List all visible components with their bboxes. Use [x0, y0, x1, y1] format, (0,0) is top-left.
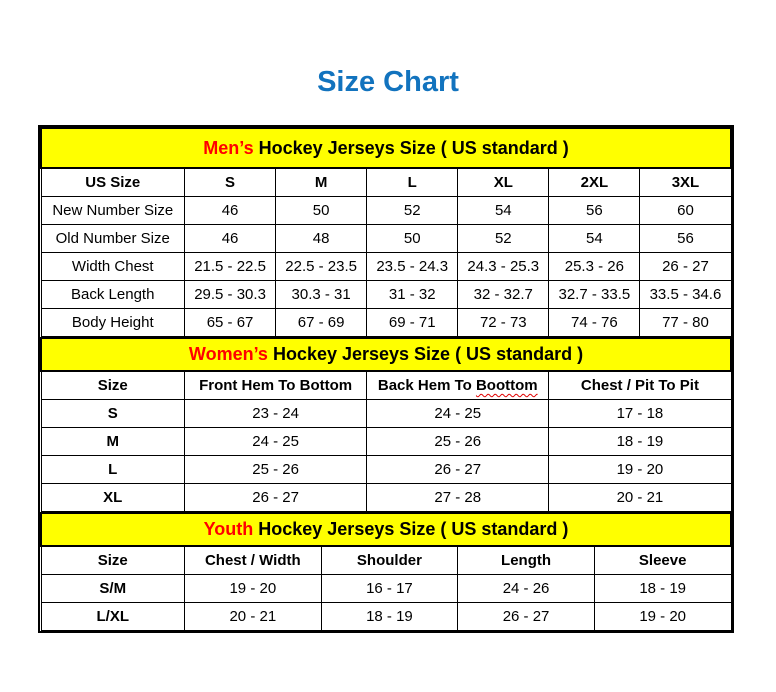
banner-text: Hockey Jerseys Size ( US standard ) — [267, 344, 584, 364]
column-header — [367, 371, 549, 400]
table-cell: 56 — [549, 197, 640, 225]
column-header: L — [367, 168, 458, 197]
table-cell: 65 - 67 — [185, 309, 276, 337]
row-label: New Number Size — [41, 197, 185, 225]
table-cell: 46 — [185, 225, 276, 253]
column-header: Chest / Width — [185, 546, 322, 575]
row-label: S — [41, 400, 185, 428]
table-row — [41, 400, 731, 428]
column-header: S — [185, 168, 276, 197]
table-cell: 24.3 - 25.3 — [458, 253, 549, 281]
table-cell: 50 — [367, 225, 458, 253]
table-cell: 50 — [276, 197, 367, 225]
column-header: 3XL — [640, 168, 731, 197]
size-chart-tables — [38, 125, 734, 633]
table-cell: 67 - 69 — [276, 309, 367, 337]
table-cell: 30.3 - 31 — [276, 281, 367, 309]
table-cell: 25 - 26 — [367, 428, 549, 456]
youth-size-table — [40, 512, 732, 631]
column-header: Shoulder — [321, 546, 458, 575]
mens-size-table — [40, 127, 732, 337]
table-cell: 20 - 21 — [549, 484, 731, 512]
table-row — [41, 428, 731, 456]
banner-text: Hockey Jerseys Size ( US standard ) — [253, 519, 569, 539]
row-label: Body Height — [41, 309, 185, 337]
banner-row — [41, 128, 731, 168]
column-header: Front Hem To Bottom — [185, 371, 367, 400]
table-cell: 25.3 - 26 — [549, 253, 640, 281]
table-cell: 18 - 19 — [321, 603, 458, 631]
table-cell: 23.5 - 24.3 — [367, 253, 458, 281]
table-cell: 26 - 27 — [367, 456, 549, 484]
table-cell: 69 - 71 — [367, 309, 458, 337]
table-cell: 72 - 73 — [458, 309, 549, 337]
youth-table — [40, 512, 732, 631]
womens-table — [40, 337, 732, 512]
column-header-row — [41, 371, 731, 400]
row-label: M — [41, 428, 185, 456]
column-header-text: Back Hem To — [377, 377, 476, 394]
row-label: Back Length — [41, 281, 185, 309]
banner-highlight: Men’s — [203, 137, 254, 158]
table-row — [41, 575, 731, 603]
column-header: Length — [458, 546, 595, 575]
table-cell: 24 - 25 — [367, 400, 549, 428]
table-cell: 26 - 27 — [640, 253, 731, 281]
table-cell: 19 - 20 — [549, 456, 731, 484]
banner-row — [41, 338, 731, 371]
column-header: Sleeve — [594, 546, 731, 575]
column-header: M — [276, 168, 367, 197]
table-cell: 18 - 19 — [549, 428, 731, 456]
table-cell: 26 - 27 — [185, 484, 367, 512]
table-cell: 56 — [640, 225, 731, 253]
banner-row — [41, 513, 731, 546]
womens-size-table — [40, 337, 732, 512]
row-label: L/XL — [41, 603, 185, 631]
table-cell: 27 - 28 — [367, 484, 549, 512]
table-cell: 52 — [367, 197, 458, 225]
row-label: L — [41, 456, 185, 484]
row-label: S/M — [41, 575, 185, 603]
table-row — [41, 603, 731, 631]
column-header-row — [41, 168, 731, 197]
table-cell: 74 - 76 — [549, 309, 640, 337]
column-header: Size — [41, 371, 185, 400]
row-label: Old Number Size — [41, 225, 185, 253]
misspelled-word: Boottom — [475, 377, 538, 394]
column-header: US Size — [41, 168, 185, 197]
table-row — [41, 197, 731, 225]
row-label: XL — [41, 484, 185, 512]
table-row — [41, 309, 731, 337]
table-cell: 22.5 - 23.5 — [276, 253, 367, 281]
table-cell: 19 - 20 — [594, 603, 731, 631]
table-cell: 31 - 32 — [367, 281, 458, 309]
banner-text: Hockey Jerseys Size ( US standard ) — [253, 137, 569, 158]
table-row — [41, 225, 731, 253]
banner-highlight: Women’s — [188, 344, 268, 364]
table-cell: 20 - 21 — [185, 603, 322, 631]
table-cell: 54 — [458, 197, 549, 225]
table-row — [41, 456, 731, 484]
banner-highlight: Youth — [203, 519, 254, 539]
table-cell: 21.5 - 22.5 — [185, 253, 276, 281]
table-cell: 60 — [640, 197, 731, 225]
table-cell: 48 — [276, 225, 367, 253]
column-header: 2XL — [549, 168, 640, 197]
table-cell: 52 — [458, 225, 549, 253]
column-header: Size — [41, 546, 185, 575]
table-row — [41, 281, 731, 309]
table-cell: 16 - 17 — [321, 575, 458, 603]
table-cell: 25 - 26 — [185, 456, 367, 484]
table-cell: 23 - 24 — [185, 400, 367, 428]
column-header-row — [41, 546, 731, 575]
table-cell: 17 - 18 — [549, 400, 731, 428]
table-cell: 29.5 - 30.3 — [185, 281, 276, 309]
youth-banner — [41, 513, 731, 546]
table-row — [41, 253, 731, 281]
column-header: Chest / Pit To Pit — [549, 371, 731, 400]
table-cell: 54 — [549, 225, 640, 253]
mens-banner — [41, 128, 731, 168]
row-label: Width Chest — [41, 253, 185, 281]
table-cell: 19 - 20 — [185, 575, 322, 603]
page-title: Size Chart — [317, 66, 459, 98]
womens-banner — [41, 338, 731, 371]
table-cell: 32 - 32.7 — [458, 281, 549, 309]
table-cell: 77 - 80 — [640, 309, 731, 337]
table-row — [41, 484, 731, 512]
column-header: XL — [458, 168, 549, 197]
table-cell: 32.7 - 33.5 — [549, 281, 640, 309]
table-cell: 18 - 19 — [594, 575, 731, 603]
table-cell: 33.5 - 34.6 — [640, 281, 731, 309]
table-cell: 24 - 26 — [458, 575, 595, 603]
mens-table — [40, 127, 732, 337]
table-cell: 46 — [185, 197, 276, 225]
table-cell: 26 - 27 — [458, 603, 595, 631]
table-cell: 24 - 25 — [185, 428, 367, 456]
